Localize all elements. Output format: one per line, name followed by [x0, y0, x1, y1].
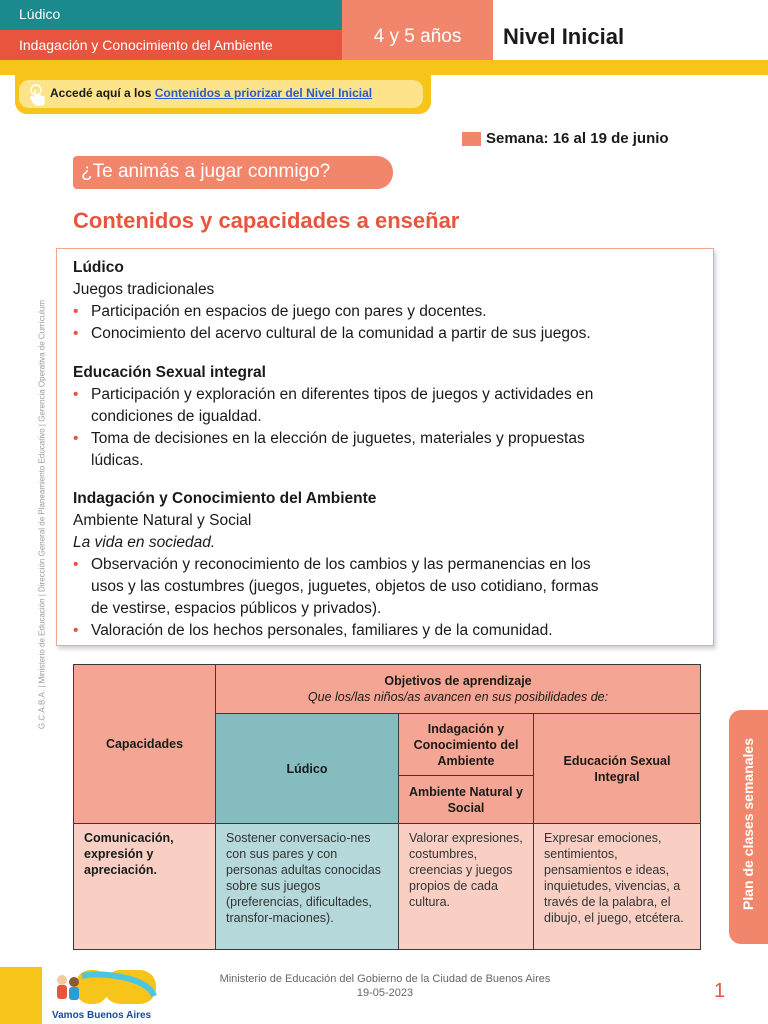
footer-date: 19-05-2023	[356, 987, 414, 999]
footer-ministry-name: Ministerio de Educación del Gobierno de la Ciudad de Buenos Aires	[219, 973, 551, 985]
esi-bullet-1-line-1: Participación y exploración en diferentes tipos de juegos y actividades en	[91, 386, 594, 403]
week-marker	[462, 132, 481, 146]
ica-bullet-1	[73, 554, 698, 620]
esi-column-header: Educación Sexual Integral	[534, 714, 701, 824]
ludico-objective-text: Sostener conversacio-nes con sus pares y con personas adultas conocidas sobre sus juegos (preferencias, dificultades, transfor-maciones).	[226, 831, 381, 925]
section-title: Contenidos y capacidades a enseñar	[73, 208, 460, 233]
ludico-heading: Lúdico	[73, 259, 124, 276]
esi-bullet-2-line-2: lúdicas.	[91, 452, 144, 469]
ludico-column-header: Lúdico	[216, 714, 399, 824]
ludico-objective-cell	[216, 824, 399, 950]
pointer-hand-icon	[27, 84, 47, 106]
footer-yellow-block	[0, 967, 42, 1024]
footer-logo-text: Vamos Buenos Aires	[52, 1010, 152, 1021]
ica-bullet-1-line-1: Observación y reconocimiento de los cambios y las permanencias en los	[91, 556, 591, 573]
capacidades-header: Capacidades	[74, 665, 216, 824]
esi-bullet-2	[73, 428, 698, 472]
ba-logo-icon	[54, 966, 164, 1008]
esi-bullet-1	[73, 384, 698, 428]
footer-ministry	[180, 972, 590, 1000]
objectives-title: Objetivos de aprendizaje	[384, 674, 532, 688]
objectives-header	[216, 665, 701, 714]
side-credit	[37, 260, 47, 770]
header-area: Lúdico	[0, 0, 342, 30]
objectives-table	[73, 664, 701, 950]
ludico-bullet-2: • Conocimiento del acervo cultural de la comunidad a partir de sus juegos.	[73, 323, 698, 345]
esi-bullet-2-line-1: Toma de decisiones en la elección de juguetes, materiales y propuestas	[91, 430, 585, 447]
ica-subcolumn-header: Ambiente Natural y Social	[399, 776, 534, 824]
page-number: 1	[714, 980, 726, 1002]
ica-subheading: Ambiente Natural y Social	[73, 512, 252, 529]
ica-heading: Indagación y Conocimiento del Ambiente	[73, 490, 377, 507]
weekly-plan-tab-label: Plan de clases semanales	[740, 738, 756, 910]
objectives-subtitle: Que los/las niños/as avancen en sus posibilidades de:	[307, 690, 609, 704]
capacity-cell: Comunicación, expresión y apreciación.	[74, 824, 216, 950]
header-subject: Indagación y Conocimiento del Ambiente	[0, 30, 342, 60]
ica-objective-text: Valorar expresiones, costumbres, creencias y juegos propios de cada cultura.	[409, 831, 523, 909]
esi-objective-text: Expresar emociones, sentimientos, pensamientos e ideas, inquietudes, vivencias, a través de la palabra, el dibujo, el juego, etcétera.	[544, 831, 684, 925]
ica-objective-cell	[399, 824, 534, 950]
week-label: Semana: 16 al 19 de junio	[486, 130, 669, 147]
ica-italic: La vida en sociedad.	[73, 534, 216, 551]
header-level: Nivel Inicial	[493, 0, 768, 60]
esi-objective-cell	[534, 824, 701, 950]
ica-bullet-2: • Valoración de los hechos personales, familiares y de la comunidad.	[73, 620, 698, 642]
activity-title: ¿Te animás a jugar conmigo?	[73, 156, 393, 189]
side-credit-text: G.C.A.B.A. | Ministerio de Educación | Dirección General de Planeamiento Educativo | Gerencia Operativa de Currículum	[37, 299, 47, 730]
ludico-subheading: Juegos tradicionales	[73, 281, 215, 298]
esi-heading: Educación Sexual integral	[73, 364, 266, 381]
header-age: 4 y 5 años	[342, 0, 493, 60]
access-prefix: Accedé aquí a los	[50, 86, 155, 100]
contenidos-link[interactable]: Contenidos a priorizar del Nivel Inicial	[154, 86, 373, 100]
weekly-plan-tab	[729, 710, 768, 944]
ica-column-header: Indagación y Conocimiento del Ambiente	[399, 714, 534, 776]
access-link-box	[19, 80, 423, 108]
ica-bullet-1-line-2: usos y las costumbres (juegos, juguetes, objetos de uso cotidiano, formas	[91, 578, 599, 595]
ica-bullet-1-line-3: de vestirse, espacios públicos y privados).	[91, 600, 382, 617]
ludico-bullet-1: • Participación en espacios de juego con pares y docentes.	[73, 301, 698, 323]
header-yellow-bar	[0, 60, 768, 75]
esi-bullet-1-line-2: condiciones de igualdad.	[91, 408, 262, 425]
